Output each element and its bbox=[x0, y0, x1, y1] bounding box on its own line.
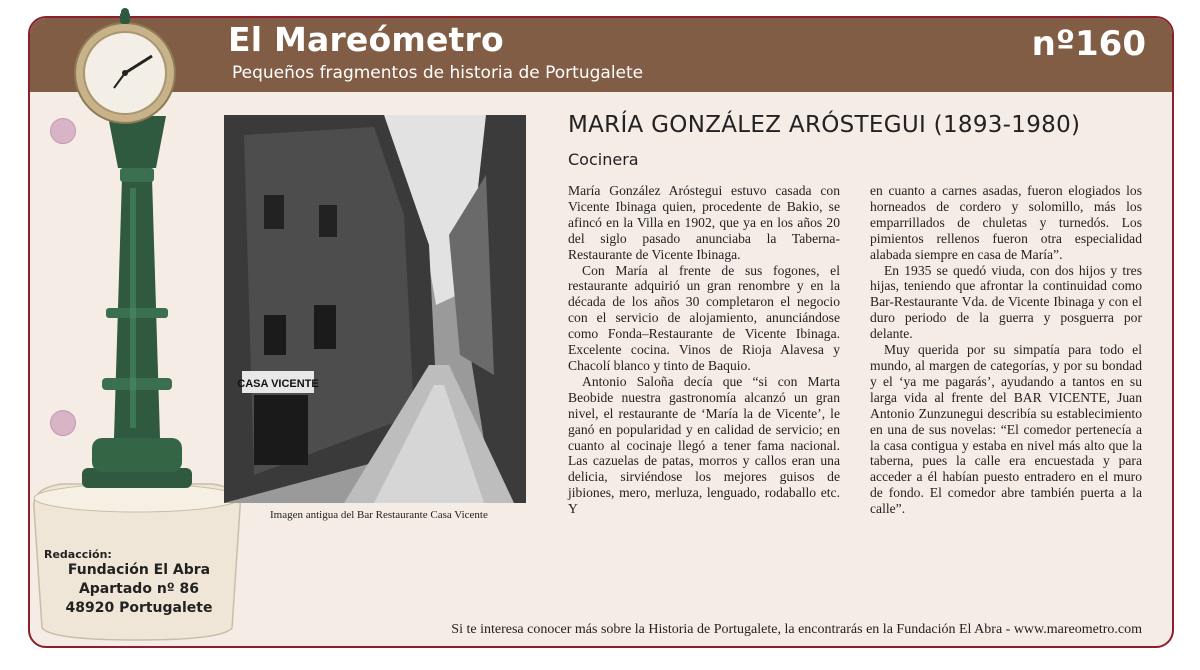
historic-street-photo bbox=[224, 115, 526, 503]
photo-caption: Imagen antigua del Bar Restaurante Casa Vicente bbox=[270, 509, 488, 521]
redaction-label: Redacción: bbox=[44, 548, 112, 561]
col2-paragraph: En 1935 se quedó viuda, con dos hijos y tres hijas, teniendo que afrontar la continuidad como Bar-Restaurante Vda. de Vicente Ibinaga y con el duro periodo de la guerra y posguerra por delante. bbox=[870, 262, 1142, 342]
redaction-line-1: Fundación El Abra bbox=[67, 562, 211, 578]
casa-vicente-sign: CASA VICENTE bbox=[237, 378, 319, 390]
col1-paragraph: María González Aróstegui estuvo casada con Vicente Ibinaga quien, procedente de Bakio, se afincó en la Villa en 1902, que ya en los años 20 del siglo pasado anunciaba la Taberna-Restaurante de Vicente Ibinaga. bbox=[568, 183, 840, 262]
newsletter-subtitle: Pequeños fragmentos de historia de Portugalete bbox=[232, 63, 644, 83]
col2-paragraph: en cuanto a carnes asadas, fueron elogiados los horneados de cordero y solomillo, más los emparrillados de chuletas y turnedós. Los pimientos rellenos fueron otra especialidad alabada siempre en casa de María”. bbox=[870, 183, 1142, 262]
article-column-2 bbox=[870, 183, 1142, 517]
redaction-line-3: 48920 Portugalete bbox=[65, 600, 213, 616]
redaction-line-2: Apartado nº 86 bbox=[78, 581, 200, 597]
col1-paragraph: Con María al frente de sus fogones, el restaurante adquirió un gran renombre y en la década de los años 30 completaron el negocio con el servicio de alojamiento, anunciándose como Fonda–Restaurante de Vicente Ibinaga. Excelente cocina. Vinos de Rioja Alavesa y Chacolí blanco y tinto de Baquio. bbox=[568, 262, 840, 373]
editorial-info bbox=[44, 548, 234, 618]
issue-number: nº160 bbox=[1031, 24, 1146, 64]
article-column-1 bbox=[568, 183, 840, 517]
footer-note: Si te interesa conocer más sobre la Historia de Portugalete, la encontrarás en la Fundación El Abra - www.mareometro.com bbox=[451, 622, 1142, 637]
article-subheading: Cocinera bbox=[568, 150, 639, 169]
newsletter-title: El Mareómetro bbox=[228, 20, 504, 59]
col1-paragraph: Antonio Saloña decía que “si con Marta Beobide nuestra gastronomía alcanzó un gran nivel, el restaurante de ‘María la de Vicente’, le ganó en popularidad y en calidad de servicio; en cuanto al cocinaje llegó a tener fama nacional. Las cazuelas de patas, morros y callos eran una delicia, sirviéndose los mejores guisos de jibiones, mero, merluza, lenguado, rodaballo etc. Y bbox=[568, 373, 840, 517]
article-heading: MARÍA GONZÁLEZ ARÓSTEGUI (1893-1980) bbox=[568, 112, 1081, 138]
col2-paragraph: Muy querida por su simpatía para todo el mundo, al margen de categorías, y por su bondad y el ‘ya me pagarás’, ayudando a tantos en su larga vida al frente del BAR VICENTE, Juan Antonio Zunzunegui describía su establecimiento en una de sus novelas: “El comedor pertenecía a la casa contigua y estaba en nivel más alto que la taberna, pues la calle era encuestada y para acceder a él habían puesto entradero en el muro de fondo. El comedor abre también puerta a la calle”. bbox=[870, 342, 1142, 517]
